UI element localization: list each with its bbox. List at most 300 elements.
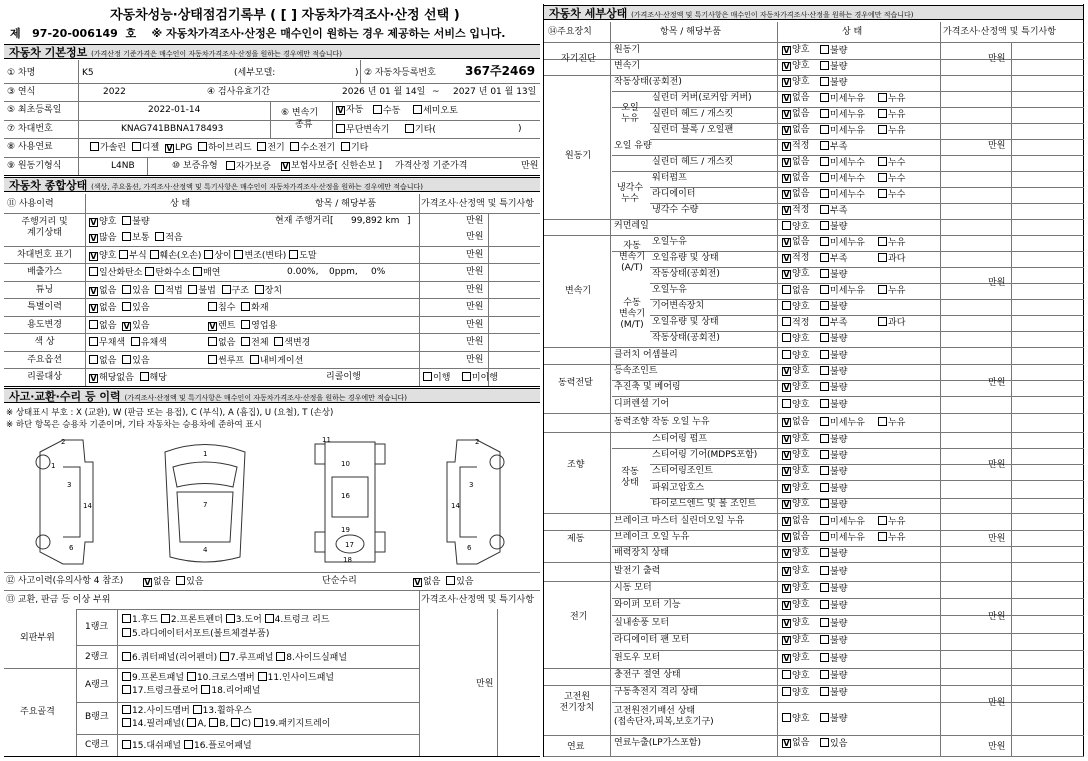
- odo-current-value: 99,892 km: [351, 216, 400, 226]
- fuel-hybrid[interactable]: 하이브리드: [198, 143, 251, 153]
- acc-yes[interactable]: 있음: [176, 577, 203, 587]
- detail-item-41: 연료누출(LP가스포함): [614, 738, 702, 748]
- detail-model-close: ): [355, 68, 359, 78]
- svg-text:7: 7: [203, 501, 208, 509]
- detail-price-trans: 만원: [988, 278, 1006, 288]
- status-option[interactable]: 부족: [820, 141, 847, 153]
- part-radiator-support[interactable]: 5.라디에이터서포트(볼트체결부품): [122, 628, 269, 640]
- detail-price-power: 만원: [988, 378, 1006, 388]
- ov-price-5: 만원: [466, 285, 484, 295]
- status-option[interactable]: V 양호: [783, 77, 810, 87]
- abnormal-parts-label: ⑬ 교환, 판금 등 이상 부위: [6, 595, 111, 605]
- detail-item-29: 브레이크 마스터 실린더오일 누유: [614, 516, 745, 526]
- part-package-tray[interactable]: 19.패키지트레이: [254, 719, 330, 729]
- status-option[interactable]: 양호: [782, 221, 809, 233]
- warranty-self[interactable]: 자가보증: [226, 161, 271, 173]
- detail-item-7: 실린더 헤드 / 개스킷: [652, 157, 734, 167]
- status-option[interactable]: 누유: [878, 532, 905, 544]
- detail-item-13: 오일유량 및 상태: [652, 253, 719, 263]
- detail-item-39: 구동축전지 격리 상태: [614, 687, 698, 697]
- odo-normal[interactable]: 보통: [122, 233, 149, 243]
- group-power: 동력전달: [558, 378, 593, 388]
- detail-item-11: 커먼레일: [614, 221, 649, 231]
- warranty-insurer[interactable]: V 보험사보증[ 신한손보 ]: [282, 161, 382, 171]
- status-option[interactable]: 불량: [820, 61, 847, 73]
- detail-h3: 상 태: [842, 27, 863, 37]
- status-option[interactable]: 부족: [820, 317, 847, 329]
- status-option[interactable]: 과다: [878, 317, 905, 329]
- status-option[interactable]: V 양호: [783, 635, 810, 645]
- svg-text:1: 1: [203, 450, 208, 458]
- status-option[interactable]: 적정: [782, 317, 809, 329]
- status-option[interactable]: V 양호: [783, 583, 810, 593]
- reg-no-value: 367주2469: [465, 64, 536, 78]
- color-full[interactable]: 전체: [241, 338, 268, 348]
- status-option[interactable]: 누유: [878, 417, 905, 429]
- status-option[interactable]: 불량: [820, 269, 847, 281]
- tune-device[interactable]: 장치: [255, 286, 282, 296]
- group-fuel: 연료: [567, 742, 585, 752]
- color-chroma[interactable]: 유채색: [131, 338, 167, 348]
- svg-text:1: 1: [51, 462, 56, 470]
- accident-note: (가격조사·산정액 및 특기사항은 매수인이 자동차가격조사·산정을 원하는 경우에만 적습니다): [124, 394, 407, 402]
- year-value: 2022: [103, 87, 126, 97]
- use-yes[interactable]: V 있음: [123, 321, 150, 331]
- em-co[interactable]: 일산화탄소: [89, 268, 142, 278]
- status-option[interactable]: V 없음: [783, 157, 810, 167]
- rankC-label: C랭크: [85, 740, 109, 750]
- status-option[interactable]: 누유: [878, 93, 905, 105]
- svg-text:2: 2: [61, 438, 66, 446]
- detail-grid-line: [544, 668, 1084, 669]
- status-option[interactable]: 부족: [820, 205, 847, 217]
- ov-row-special-label: 특별이력: [27, 302, 62, 312]
- status-option[interactable]: 양호: [782, 350, 809, 362]
- status-option[interactable]: 불량: [820, 713, 847, 725]
- detail-grid-line: [544, 219, 1084, 220]
- status-option[interactable]: V 없음: [783, 189, 810, 199]
- detail-price-self: 만원: [988, 54, 1006, 64]
- transmission-label: ⑥ 변속기: [281, 108, 319, 118]
- status-option[interactable]: V 없음: [783, 109, 810, 119]
- trans-semi[interactable]: 세미오토: [413, 105, 458, 117]
- detail-item-0: 원동기: [614, 45, 641, 55]
- status-option[interactable]: 불량: [820, 382, 847, 394]
- detail-item-22: 디퍼렌셜 기어: [614, 399, 670, 409]
- em-hc-val: 0ppm,: [329, 267, 358, 277]
- sub-oil-leak: 오일 누유: [621, 103, 639, 124]
- trans-manual[interactable]: 수동: [373, 105, 400, 117]
- part-inside-panel[interactable]: 11.인사이드패널: [258, 673, 334, 683]
- status-option[interactable]: V 양호: [783, 466, 810, 476]
- detail-grid-line: [544, 685, 1084, 686]
- detail-price-hv: 만원: [988, 698, 1006, 708]
- detail-grid-line: [544, 75, 1084, 76]
- tune-struct[interactable]: 구조: [222, 286, 249, 296]
- repair-none[interactable]: V 없음: [414, 577, 441, 587]
- status-option[interactable]: V 적정: [783, 205, 810, 215]
- vin-label: ⑦ 차대번호: [7, 124, 53, 134]
- odo-good[interactable]: V 양호: [90, 217, 117, 227]
- status-option[interactable]: 불량: [820, 499, 847, 511]
- detail-grid-line: [612, 598, 1084, 599]
- part-floor-panel[interactable]: 16.플로어패널: [184, 741, 252, 751]
- svg-text:10: 10: [341, 460, 350, 468]
- em-smoke[interactable]: 매연: [193, 268, 220, 278]
- form-no-suffix: 호: [125, 27, 137, 40]
- form-no-label: 제: [10, 27, 21, 40]
- fuel-other[interactable]: 기타: [341, 143, 368, 153]
- tune-legal[interactable]: 적법: [155, 286, 182, 296]
- overall-title: 자동차 종합상태: [9, 179, 88, 192]
- status-option[interactable]: 불량: [820, 566, 847, 578]
- status-option[interactable]: V 양호: [783, 483, 810, 493]
- status-option[interactable]: 미세누유: [820, 237, 865, 249]
- status-option[interactable]: V 없음: [783, 125, 810, 135]
- status-option[interactable]: 미세누유: [820, 125, 865, 137]
- sp-fire[interactable]: 화재: [241, 303, 268, 313]
- tune-none[interactable]: V 없음: [90, 286, 117, 296]
- sub-mt: 수동 변속기 (M/T): [618, 298, 646, 330]
- overall-header: [4, 177, 540, 192]
- status-option[interactable]: 누유: [878, 125, 905, 137]
- status-option[interactable]: V 양호: [783, 269, 810, 279]
- status-option[interactable]: V 양호: [783, 366, 810, 376]
- trans-cvt[interactable]: 무단변속기: [336, 124, 389, 136]
- detail-item-35: 실내송풍 모터: [614, 618, 670, 628]
- ov-row-usage-label: 용도변경: [27, 320, 62, 330]
- overall-h1: ⑪ 사용이력: [7, 199, 54, 209]
- opt-none[interactable]: 없음: [89, 356, 116, 366]
- status-option[interactable]: 불량: [820, 583, 847, 595]
- detail-grid-line: [650, 331, 1084, 332]
- recall-done-label: 리콜이행: [326, 372, 361, 382]
- part-side-member[interactable]: 12.사이드멤버: [122, 706, 190, 716]
- acc-note-1: ※ 상태표시 부호 : X (교환), W (판금 또는 용접), C (부식), A (흠집), U (요철), T (손상): [6, 408, 334, 418]
- detail-model-label: (세부모델:: [234, 68, 276, 78]
- status-option[interactable]: 양호: [782, 687, 809, 699]
- group-self: 자기진단: [561, 54, 596, 64]
- frame-label: 주요골격: [20, 707, 55, 717]
- part-dash-panel[interactable]: 15.대쉬패널: [122, 741, 181, 751]
- svg-text:6: 6: [69, 544, 74, 552]
- trans-auto[interactable]: V 자동: [337, 105, 364, 115]
- part-pillar-a[interactable]: A,: [187, 719, 206, 729]
- detail-grid-line: [650, 203, 1084, 204]
- status-option[interactable]: 누수: [878, 189, 905, 201]
- odo-current-label: 현재 주행거리[: [275, 216, 334, 226]
- status-option[interactable]: 누유: [878, 237, 905, 249]
- tune-illegal[interactable]: 불법: [188, 286, 215, 296]
- fuel-electric[interactable]: 전기: [257, 143, 284, 153]
- fuel-gasoline[interactable]: 가솔린: [90, 143, 126, 153]
- vin-good[interactable]: V 양호: [90, 251, 117, 261]
- status-option[interactable]: V 양호: [783, 600, 810, 610]
- status-option[interactable]: 미세누유: [820, 109, 865, 121]
- opt-yes[interactable]: 있음: [122, 356, 149, 366]
- detail-item-8: 워터펌프: [652, 173, 687, 183]
- status-option[interactable]: 누수: [878, 173, 905, 185]
- detail-item-24: 스티어링 펌프: [652, 434, 708, 444]
- status-option[interactable]: 불량: [820, 333, 847, 345]
- detail-item-33: 시동 모터: [614, 583, 652, 593]
- status-option[interactable]: V 양호: [783, 653, 810, 663]
- sp-none[interactable]: V 없음: [90, 303, 117, 313]
- status-option[interactable]: V 양호: [783, 450, 810, 460]
- car-name-value: K5: [82, 68, 94, 78]
- part-trunk-floor[interactable]: 17.트렁크플로어: [122, 686, 198, 696]
- sub-coolant: 냉각수 누수: [616, 183, 644, 204]
- detail-item-2: 작동상태(공회전): [614, 77, 682, 87]
- status-option[interactable]: V 양호: [783, 61, 810, 71]
- recall-not-done[interactable]: 미이행: [462, 373, 498, 383]
- svg-text:16: 16: [341, 492, 350, 500]
- color-none[interactable]: 없음: [208, 338, 235, 348]
- use-business[interactable]: 영업용: [241, 321, 277, 331]
- status-option[interactable]: 미세누수: [820, 157, 865, 169]
- base-price-unit: 만원: [521, 161, 539, 171]
- status-option[interactable]: V 없음: [783, 93, 810, 103]
- tune-yes[interactable]: 있음: [122, 286, 149, 296]
- status-option[interactable]: 없음: [782, 285, 809, 297]
- status-option[interactable]: V 없음: [783, 173, 810, 183]
- detail-grid-line: [544, 235, 1084, 236]
- acc-history-label: ⑫ 사고이력(유의사항 4 참조): [6, 576, 124, 586]
- detail-grid-line: [650, 187, 1084, 188]
- sp-flood[interactable]: 침수: [208, 303, 235, 313]
- status-option[interactable]: V 양호: [783, 548, 810, 558]
- status-option[interactable]: 불량: [820, 548, 847, 560]
- status-option[interactable]: 과다: [878, 253, 905, 265]
- status-option[interactable]: 있음: [820, 738, 847, 750]
- status-option[interactable]: V 없음: [783, 417, 810, 427]
- year-label: ③ 연식: [7, 87, 36, 97]
- vin-diff[interactable]: 상이: [204, 251, 231, 261]
- odo-many[interactable]: V 많음: [90, 233, 117, 243]
- accident-header: [4, 388, 540, 403]
- status-option[interactable]: V 양호: [783, 382, 810, 392]
- status-option[interactable]: 미세누유: [820, 516, 865, 528]
- status-option[interactable]: 불량: [820, 301, 847, 313]
- svg-text:4: 4: [203, 546, 208, 554]
- vin-painted[interactable]: 도말: [289, 251, 316, 261]
- detail-h1: ⑭주요장치: [548, 27, 592, 37]
- detail-item-19: 클러치 어셈블리: [614, 350, 678, 360]
- detail-grid-line: [612, 91, 1084, 92]
- vin-value: KNAG741BBNA178493: [121, 124, 224, 134]
- accident-title: 사고·교환·수리 등 이력: [9, 390, 121, 403]
- svg-text:17: 17: [345, 541, 354, 549]
- fuel-hydrogen[interactable]: 수소전기: [290, 143, 335, 153]
- em-co-val: 0.00%,: [287, 267, 319, 277]
- color-change[interactable]: 색변경: [274, 338, 310, 348]
- group-trans: 변속기: [565, 286, 592, 296]
- status-option[interactable]: 불량: [820, 635, 847, 647]
- vin-damage[interactable]: 훼손(오손): [150, 251, 202, 261]
- status-option[interactable]: 불량: [820, 618, 847, 630]
- recall-yes[interactable]: 해당: [140, 373, 167, 383]
- status-option[interactable]: 불량: [820, 450, 847, 462]
- ov-row-odo-label: 주행거리 및 계기상태: [21, 217, 68, 238]
- detail-grid-line: [612, 633, 1084, 634]
- status-option[interactable]: V 양호: [783, 45, 810, 55]
- group-engine: 원동기: [565, 151, 592, 161]
- detail-item-30: 브레이크 오일 누유: [614, 532, 690, 542]
- status-option[interactable]: 불량: [820, 366, 847, 378]
- status-option[interactable]: 양호: [782, 301, 809, 313]
- detail-item-10: 냉각수 수량: [652, 205, 699, 215]
- ov-price-9: 만원: [466, 355, 484, 365]
- status-option[interactable]: 불량: [820, 600, 847, 612]
- use-none[interactable]: 없음: [89, 321, 116, 331]
- detail-grid-line: [544, 432, 1084, 433]
- em-hc[interactable]: 탄화수소: [145, 268, 190, 278]
- status-option[interactable]: 불량: [820, 653, 847, 665]
- group-steer: 조향: [567, 460, 585, 470]
- detail-grid-line: [612, 702, 1084, 703]
- sp-yes[interactable]: 있음: [122, 303, 149, 313]
- svg-text:3: 3: [67, 481, 72, 489]
- status-option[interactable]: V 양호: [783, 499, 810, 509]
- overall-h3: 항목 / 해당부품: [315, 199, 376, 209]
- use-rent[interactable]: V 렌트: [209, 321, 236, 331]
- sub-at: 자동 변속기 (A/T): [618, 241, 646, 273]
- overall-note: (색상, 주요옵션, 가격조사·산정액 및 특기사항은 매수인이 자동차가격조사·산정을 원하는 경우에만 적습니다): [91, 183, 423, 191]
- status-option[interactable]: 누유: [878, 285, 905, 297]
- part-roof[interactable]: 7.루프패널: [220, 653, 273, 663]
- detail-item-38: 충전구 절연 상태: [614, 670, 681, 680]
- recall-none[interactable]: V 해당없음: [90, 373, 134, 383]
- status-option[interactable]: 불량: [820, 350, 847, 362]
- status-option[interactable]: 불량: [820, 466, 847, 478]
- part-pillar[interactable]: 14.필러패널(: [122, 719, 185, 729]
- status-option[interactable]: 불량: [820, 687, 847, 699]
- overall-h4: 가격조사·산정액 및 특기사항: [421, 199, 534, 209]
- status-option[interactable]: 양호: [782, 713, 809, 725]
- status-option[interactable]: 불량: [820, 399, 847, 411]
- acc-none[interactable]: V 없음: [144, 577, 171, 587]
- part-rear-panel[interactable]: 18.리어패널: [201, 686, 260, 696]
- abnormal-price-header: 가격조사·산정액 및 특기사항: [421, 595, 534, 605]
- status-option[interactable]: V 없음: [783, 738, 810, 748]
- detail-grid-line: [544, 513, 1084, 514]
- status-option[interactable]: V 양호: [783, 618, 810, 628]
- basic-info-note: (가격산정 기준가격은 매수인이 자동차가격조사·산정을 원하는 경우에만 적습니다): [91, 50, 343, 58]
- svg-text:18: 18: [343, 556, 352, 564]
- vin-altered[interactable]: 변조(변타): [234, 251, 286, 261]
- recall-done[interactable]: 이행: [423, 373, 450, 383]
- status-option[interactable]: 미세누유: [820, 93, 865, 105]
- detail-grid-line: [544, 42, 1084, 43]
- fuel-lpg[interactable]: V LPG: [166, 143, 193, 153]
- ov-price-3: 만원: [466, 250, 484, 260]
- svg-text:19: 19: [341, 526, 350, 534]
- status-option[interactable]: 불량: [820, 45, 847, 57]
- status-option[interactable]: V 양호: [783, 566, 810, 576]
- status-option[interactable]: 누수: [878, 157, 905, 169]
- status-option[interactable]: 미세누유: [820, 532, 865, 544]
- status-option[interactable]: 누유: [878, 516, 905, 528]
- em-smoke-val: 0%: [371, 267, 386, 277]
- detail-grid-line: [612, 546, 1084, 547]
- trans-other[interactable]: 기타(: [405, 124, 436, 136]
- status-option[interactable]: V 적정: [783, 253, 810, 263]
- warranty-label: ⑩ 보증유형: [172, 161, 218, 171]
- detail-item-31: 배력장치 상태: [614, 548, 670, 558]
- part-front-panel[interactable]: 9.프론트패널: [122, 673, 184, 683]
- status-option[interactable]: 미세누유: [820, 417, 865, 429]
- detail-grid-line: [544, 581, 1084, 582]
- detail-grid-line: [612, 251, 1084, 252]
- detail-grid-line: [650, 267, 1084, 268]
- part-front-fender[interactable]: 2.프론트펜더: [161, 615, 223, 625]
- part-pillar-c[interactable]: C): [231, 719, 251, 729]
- status-option[interactable]: V 적정: [783, 141, 810, 151]
- vin-rust[interactable]: 부식: [119, 251, 146, 261]
- detail-header: [544, 5, 1083, 20]
- part-quarter[interactable]: 6.쿼터패널(리어펜더): [122, 653, 217, 663]
- part-hood[interactable]: 1.후드: [122, 615, 158, 625]
- status-option[interactable]: 불량: [820, 77, 847, 89]
- svg-text:14: 14: [83, 502, 92, 510]
- detail-grid-line: [650, 123, 1084, 124]
- status-option[interactable]: 미세누수: [820, 173, 865, 185]
- ov-row-vin-label: 차대번호 표기: [16, 250, 73, 260]
- status-option[interactable]: 양호: [782, 670, 809, 682]
- odo-few[interactable]: 적음: [155, 233, 182, 243]
- status-option[interactable]: V 양호: [783, 434, 810, 444]
- detail-item-5: 실린더 블록 / 오일팬: [652, 125, 734, 135]
- group-brake: 제동: [567, 534, 585, 544]
- status-option[interactable]: 미세누유: [820, 285, 865, 297]
- engine-type-value: L4NB: [111, 161, 135, 171]
- status-option[interactable]: 불량: [820, 434, 847, 446]
- fuel-diesel[interactable]: 디젤: [132, 143, 159, 153]
- status-option[interactable]: V 없음: [783, 532, 810, 542]
- opt-navi[interactable]: 내비게이션: [250, 356, 303, 366]
- first-reg-value: 2022-01-14: [148, 105, 201, 115]
- status-option[interactable]: 양호: [782, 333, 809, 345]
- detail-item-37: 윈도우 모터: [614, 653, 661, 663]
- repair-yes[interactable]: 있음: [446, 577, 473, 587]
- status-option[interactable]: 불량: [820, 221, 847, 233]
- odo-bad[interactable]: 불량: [122, 217, 149, 227]
- opt-sunroof[interactable]: 썬루프: [208, 356, 244, 366]
- part-door[interactable]: 3.도어: [226, 615, 262, 625]
- part-wheel-house[interactable]: 13.휠하우스: [193, 706, 252, 716]
- detail-grid-line: [650, 315, 1084, 316]
- detail-item-28: 타이로드엔드 및 볼 조인트: [652, 499, 757, 509]
- status-option[interactable]: 양호: [782, 399, 809, 411]
- detail-item-18: 작동상태(공회전): [652, 333, 720, 343]
- status-option[interactable]: 부족: [820, 253, 847, 265]
- detail-item-3: 실린더 커버(로커암 커버): [652, 93, 752, 103]
- status-option[interactable]: 누유: [878, 109, 905, 121]
- part-side-sill[interactable]: 8.사이드실패널: [276, 653, 347, 663]
- sub-steer: 작동 상태: [621, 467, 639, 488]
- status-option[interactable]: V 없음: [783, 516, 810, 526]
- status-option[interactable]: 미세누수: [820, 189, 865, 201]
- part-trunk-lid[interactable]: 4.트렁크 리드: [265, 615, 330, 625]
- status-option[interactable]: 불량: [820, 670, 847, 682]
- detail-item-40: 고전원전기배선 상태 (접속단자,피복,보호기구): [614, 706, 714, 727]
- part-cross-member[interactable]: 10.크로스멤버: [187, 673, 255, 683]
- status-option[interactable]: V 없음: [783, 237, 810, 247]
- color-achro[interactable]: 무채색: [89, 338, 125, 348]
- status-option[interactable]: 불량: [820, 483, 847, 495]
- part-pillar-b[interactable]: B,: [209, 719, 228, 729]
- ov-row-options-label: 주요옵션: [27, 355, 62, 365]
